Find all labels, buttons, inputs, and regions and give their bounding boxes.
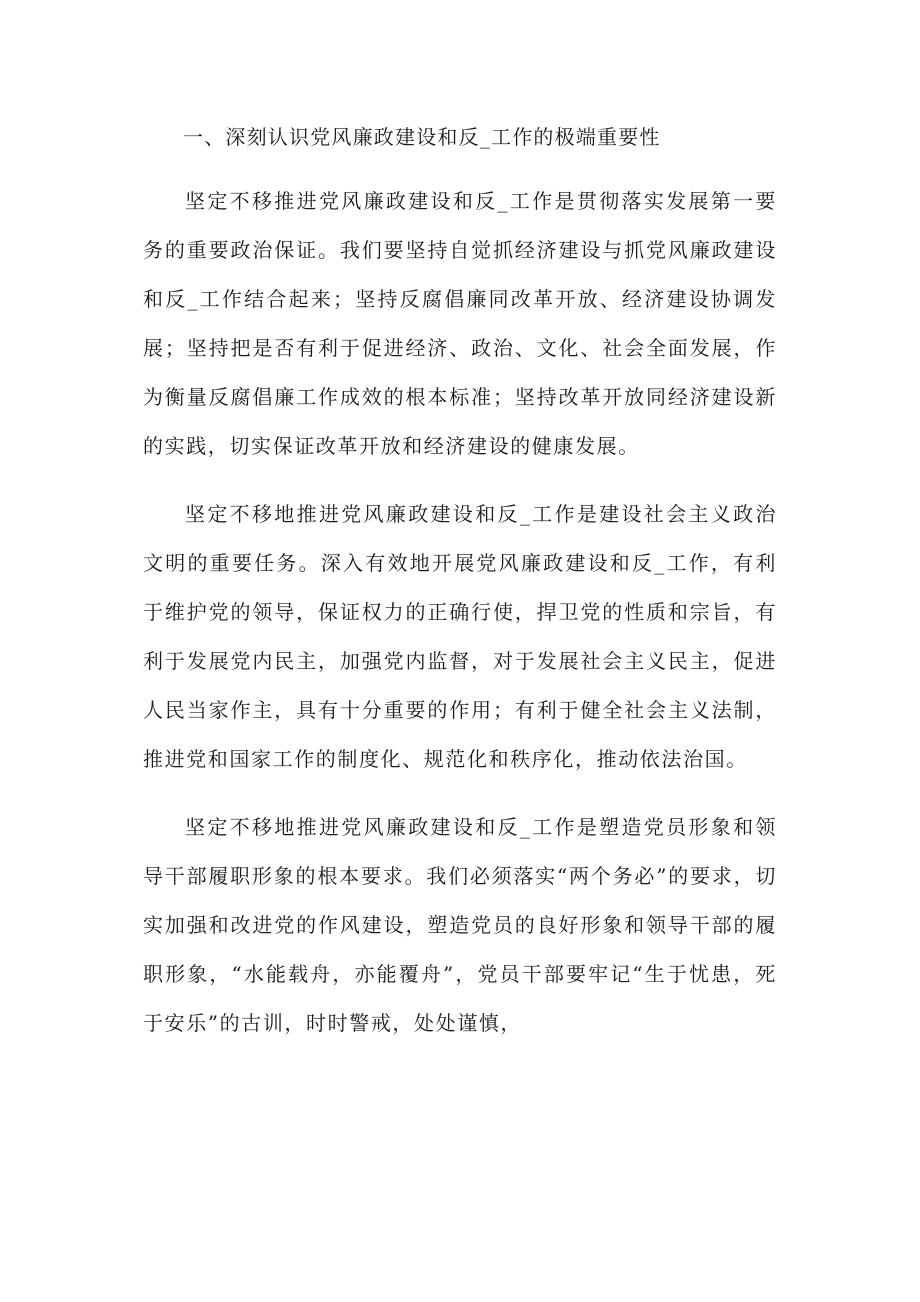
paragraph-2: 坚定不移地推进党风廉政建设和反_工作是建设社会主义政治文明的重要任务。深入有效地开展党风廉政建设和反_工作，有利于维护党的领导，保证权力的正确行使，捍卫党的性质和宗旨，有利于发展党内民主，加强党内监督，对于发展社会主义民主，促进人民当家作主，具有十分重要的作用；有利于健全社会主义法制，推进党和国家工作的制度化、规范化和秩序化，推动依法治国。: [143, 502, 777, 771]
section-heading: 一、深刻认识党风廉政建设和反_工作的极端重要性: [183, 125, 661, 149]
paragraph-3: 坚定不移地推进党风廉政建设和反_工作是塑造党员形象和领导干部履职形象的根本要求。我们必须落实“两个务必”的要求，切实加强和改进党的作风建设，塑造党员的良好形象和领导干部的履职形象，“水能载舟，亦能覆舟”，党员干部要牢记“生于忧患，死于安乐”的古训，时时警戒，处处谨慎，: [143, 815, 777, 1035]
paragraph-1: 坚定不移推进党风廉政建设和反_工作是贯彻落实发展第一要务的重要政治保证。我们要坚持自觉抓经济建设与抓党风廉政建设和反_工作结合起来；坚持反腐倡廉同改革开放、经济建设协调发展；坚持把是否有利于促进经济、政治、文化、社会全面发展，作为衡量反腐倡廉工作成效的根本标准；坚持改革开放同经济建设新的实践，切实保证改革开放和经济建设的健康发展。: [143, 189, 777, 458]
